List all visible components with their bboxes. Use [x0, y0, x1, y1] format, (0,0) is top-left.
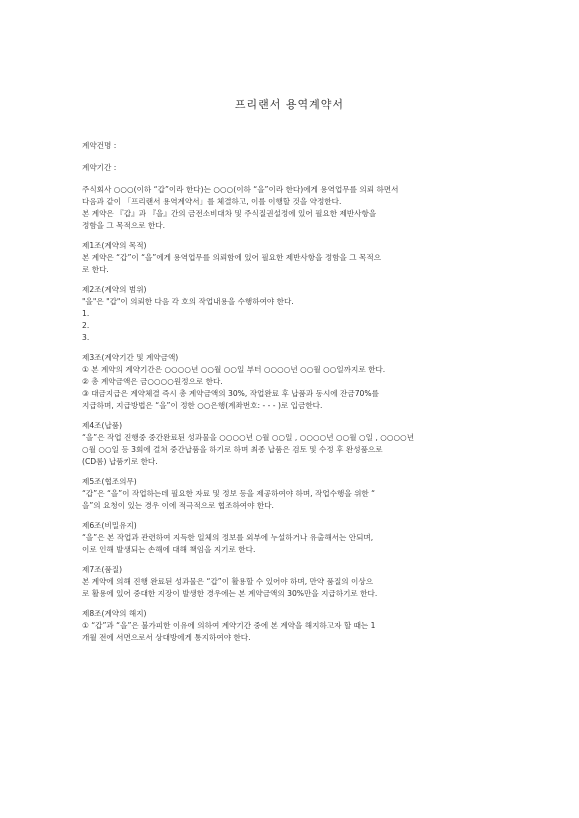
article-line: ② 총 계약금액은 금○○○○원정으로 한다.	[82, 377, 223, 386]
article-4	[82, 420, 506, 468]
contract-name-field: 계약건명 :	[82, 141, 117, 150]
article-3	[82, 352, 506, 412]
article-line: 2.	[82, 321, 90, 330]
article-line: ③ 대금지급은 계약체결 즉시 총 계약금액의 30%, 작업완료 후 납품과 동시에 잔금70%를	[82, 389, 379, 398]
article-line: “을”은 작업 진행중 중간완료된 성과물을 ○○○○년 ○월 ○○일 , ○○○○년 ○○월 ○일 , ○○○○년	[82, 433, 415, 442]
article-line: 로 활용에 있어 중대한 지장이 발생한 경우에는 본 계약금액의 30%만을 지급하기로 한다.	[82, 589, 378, 598]
article-heading: 제1조(계약의 목적)	[82, 241, 147, 250]
article-6	[82, 520, 506, 556]
article-heading: 제6조(비밀유지)	[82, 521, 137, 530]
article-heading: 제8조(계약의 해지)	[82, 609, 147, 618]
article-heading: 제5조(협조의무)	[82, 477, 137, 486]
article-heading: 제7조(품질)	[82, 565, 123, 574]
article-line: ○월 ○○일 등 3회에 걸쳐 중간납품을 하기로 하며 최종 납품은 검토 및 수정 후 완성품으로	[82, 445, 383, 454]
intro-line: 주식회사 ○○○(이하 “갑”이라 한다)는 ○○○(이하 “을”이라 한다)에게 용역업무를 의뢰 하면서	[82, 185, 399, 194]
article-line: 본 계약은 “갑”이 “을”에게 용역업무를 의뢰함에 있어 필요한 제반사항을 정함을 그 목적으	[82, 253, 382, 262]
contract-period-field: 계약기간 :	[82, 163, 117, 172]
article-5	[82, 476, 506, 512]
document-body	[82, 140, 506, 644]
article-line: (CD롬) 납품키로 한다.	[82, 457, 158, 466]
article-1	[82, 240, 506, 276]
article-line: 3.	[82, 333, 90, 342]
article-heading: 제3조(계약기간 및 계약금액)	[82, 353, 179, 362]
article-line: 이로 인해 발생되는 손해에 대해 책임을 지기로 한다.	[82, 545, 256, 554]
intro-line: 다음과 같이 「프리랜서 용역계약서」를 체결하고, 이를 이행할 것을 약정한다.	[82, 197, 342, 206]
article-line: ① 본 계약의 계약기간은 ○○○○년 ○○월 ○○일 부터 ○○○○년 ○○월 ○○일까지로 한다.	[82, 365, 386, 374]
intro-line: 정함을 그 목적으로 한다.	[82, 221, 166, 230]
article-line: 지급하며, 지급방법은 “을”이 정한 ○○은행(계좌번호: - - - )로 입금한다.	[82, 401, 323, 410]
article-line: 본 계약에 의해 진행 완료된 성과물은 “갑”이 활용할 수 있어야 하며, 만약 품질의 이상으	[82, 577, 374, 586]
article-heading: 제4조(납품)	[82, 421, 123, 430]
article-line: "을"은 "갑"이 의뢰한 다음 각 호의 작업내용을 수행하여야 한다.	[82, 297, 294, 306]
intro-paragraph	[82, 184, 506, 232]
document-title: 프리랜서 용역계약서	[234, 98, 345, 111]
article-line: ① “갑”과 “을”은 불가피한 이유에 의하여 계약기간 중에 본 계약을 해지하고자 할 때는 1	[82, 621, 376, 630]
intro-line: 본 계약은 『갑』과 『을』간의 금전소비대차 및 주식질권설정에 있어 필요한 제반사항을	[82, 209, 377, 218]
article-2	[82, 284, 506, 344]
article-line: 을”의 요청이 있는 경우 이에 적극적으로 협조하여야 한다.	[82, 501, 274, 510]
article-8	[82, 608, 506, 644]
article-line: 로 한다.	[82, 265, 109, 274]
article-line: “갑”은 “을”이 작업하는데 필요한 자료 및 정보 등을 제공하여야 하며, 작업수행을 위한 “	[82, 489, 376, 498]
article-line: 1.	[82, 309, 90, 318]
article-line: 개월 전에 서면으로서 상대방에게 통지하여야 한다.	[82, 633, 251, 642]
article-line: “을”은 본 작업과 관련하여 지득한 일체의 정보를 외부에 누설하거나 유출해서는 안되며,	[82, 533, 374, 542]
article-heading: 제2조(계약의 범위)	[82, 285, 147, 294]
article-7	[82, 564, 506, 600]
